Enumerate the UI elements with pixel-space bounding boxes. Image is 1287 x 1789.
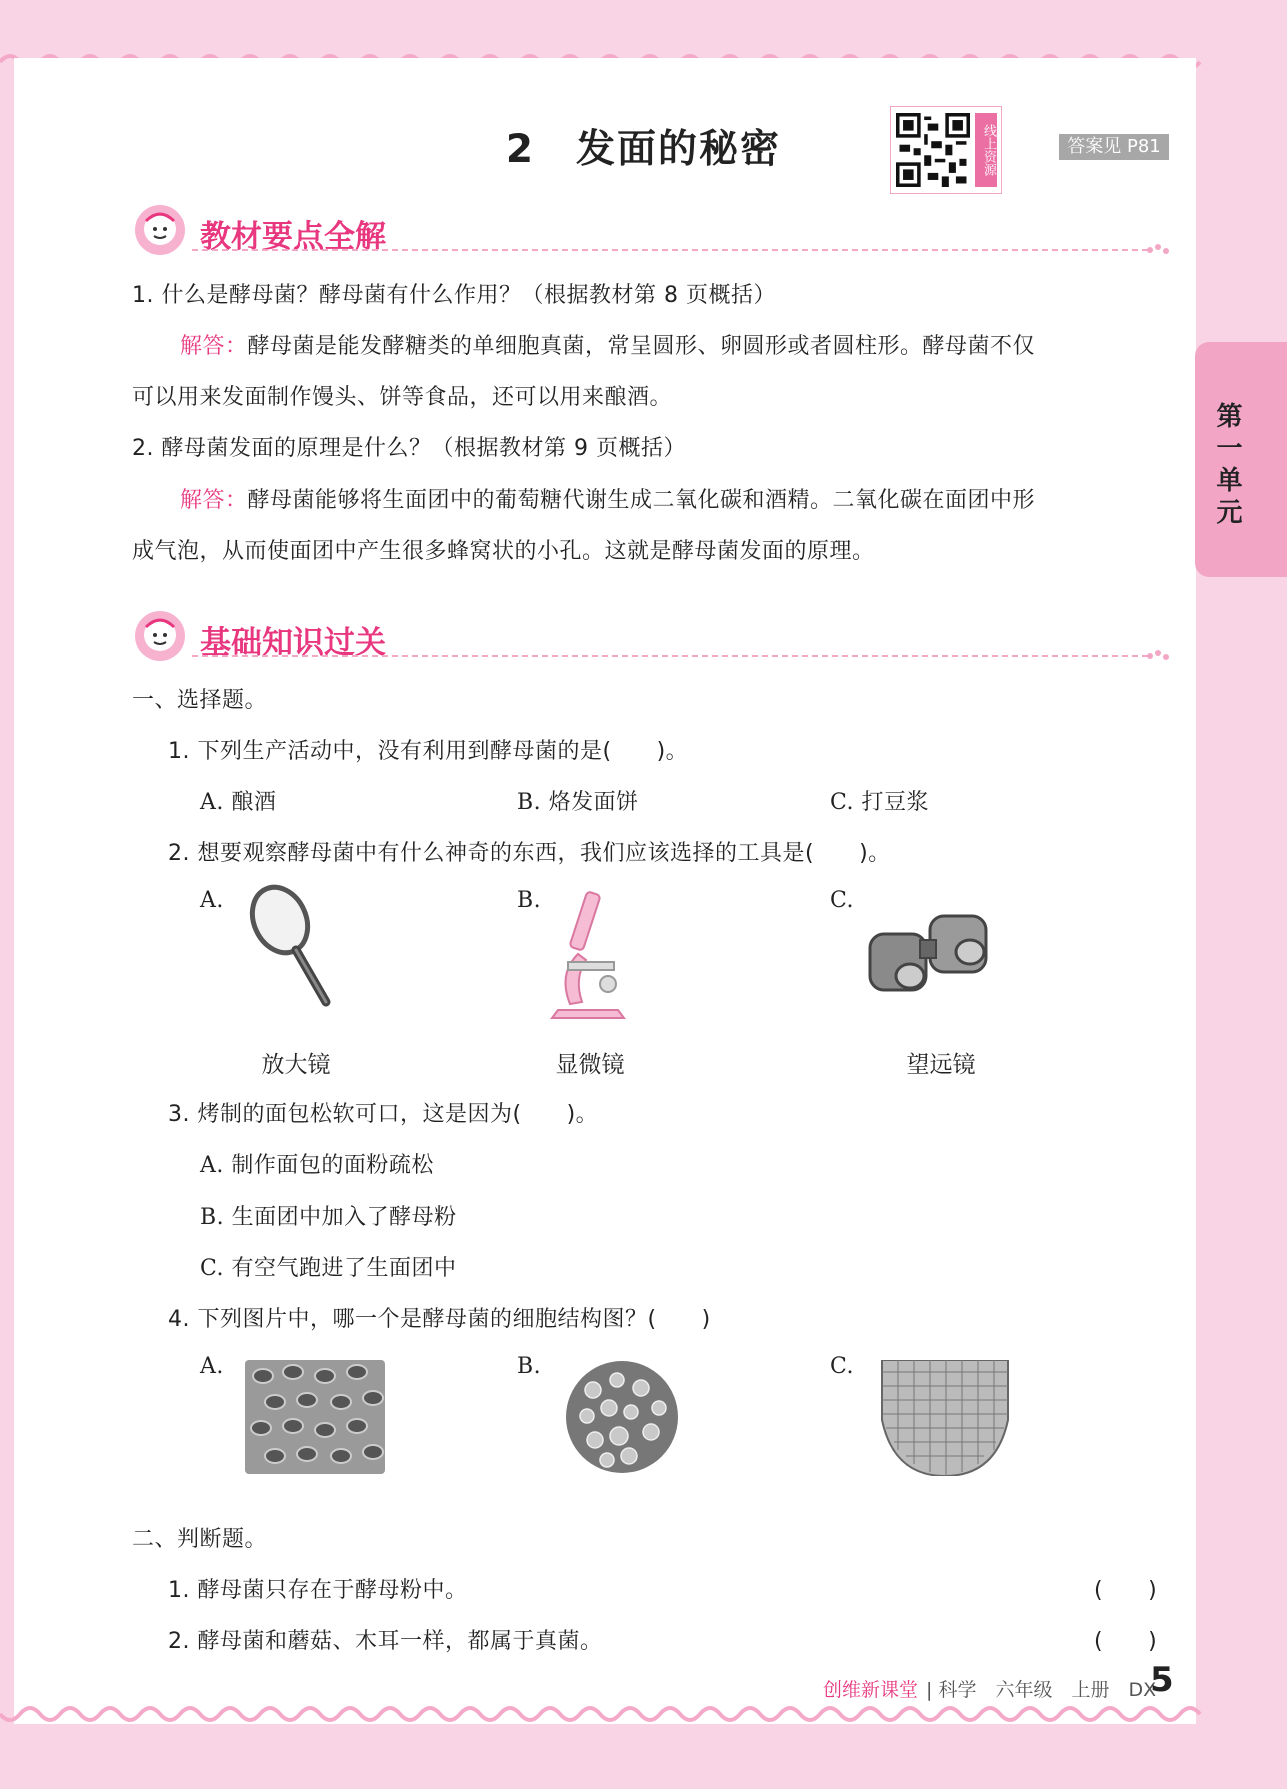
- question-1: 1. 什么是酵母菌？酵母菌有什么作用？（根据教材第 8 页概括）: [132, 283, 776, 308]
- microscope-icon: [548, 884, 634, 1020]
- answer-2-line-2: 成气泡，从而使面团中产生很多蜂窝状的小孔。这就是酵母菌发面的原理。: [132, 539, 875, 564]
- decorative-dots-icon: [1146, 649, 1172, 663]
- section-heading-key-points: [132, 203, 1172, 257]
- option-letter-a[interactable]: A.: [200, 888, 224, 913]
- caption-microscope: 显微镜: [555, 1052, 625, 1078]
- option-letter-b[interactable]: B.: [517, 1354, 542, 1379]
- option-b[interactable]: B. 烙发面饼: [517, 790, 639, 815]
- onion-cells-image: [245, 1360, 385, 1474]
- root-tip-cells-image: [878, 1360, 1012, 1476]
- binoculars-icon: [866, 904, 998, 1000]
- option-c[interactable]: C. 打豆浆: [830, 790, 930, 815]
- question-2: 2. 酵母菌发面的原理是什么？（根据教材第 9 页概括）: [132, 436, 686, 461]
- section-heading-label: 基础知识过关: [200, 625, 386, 661]
- section-divider: [192, 249, 1148, 251]
- answer-1-line-2: 可以用来发面制作馒头、饼等食品，还可以用来酿酒。: [132, 385, 673, 410]
- section-divider: [192, 655, 1148, 657]
- section-heading-basic-knowledge: [132, 609, 1172, 663]
- caption-magnifier: 放大镜: [261, 1052, 331, 1078]
- option-letter-c[interactable]: C.: [830, 1354, 855, 1379]
- qr-tag-label: 线上资源: [975, 113, 997, 187]
- qr-resource[interactable]: [890, 106, 1002, 194]
- judge-question-2: 2. 酵母菌和蘑菇、木耳一样，都属于真菌。: [168, 1629, 603, 1654]
- choice-question-4: 4. 下列图片中，哪一个是酵母菌的细胞结构图？( ): [168, 1307, 711, 1332]
- answer-reference: 答案见 P81: [1059, 134, 1169, 160]
- option-b[interactable]: B. 生面团中加入了酵母粉: [200, 1205, 457, 1230]
- answer-bracket[interactable]: ( ): [1094, 1629, 1158, 1654]
- answer-label: 解答：: [180, 334, 248, 359]
- judge-question-1: 1. 酵母菌只存在于酵母粉中。: [168, 1578, 468, 1603]
- footer-book-info: | 科学 六年级 上册 DX: [926, 1679, 1157, 1701]
- option-a[interactable]: A. 制作面包的面粉疏松: [200, 1153, 434, 1178]
- answer-1-line-1: [180, 329, 1035, 360]
- caption-telescope: 望远镜: [906, 1052, 976, 1078]
- answer-text: 酵母菌能够将生面团中的葡萄糖代谢生成二氧化碳和酒精。二氧化碳在面团中形: [247, 488, 1036, 513]
- option-c[interactable]: C. 有空气跑进了生面团中: [200, 1256, 457, 1281]
- part-title-choice: 一、选择题。: [132, 688, 268, 713]
- page-number: 5: [1150, 1660, 1174, 1700]
- unit-side-tab: [1195, 342, 1287, 577]
- option-letter-b[interactable]: B.: [517, 888, 542, 913]
- part-title-judge: 二、判断题。: [132, 1527, 268, 1552]
- choice-question-3: 3. 烤制的面包松软可口，这是因为( )。: [168, 1102, 599, 1127]
- qr-code-icon: [896, 113, 970, 187]
- decorative-dots-icon: [1146, 243, 1172, 257]
- yeast-cells-image: [565, 1360, 679, 1474]
- answer-text: 酵母菌是能发酵糖类的单细胞真菌，常呈圆形、卵圆形或者圆柱形。酵母菌不仅: [247, 334, 1036, 359]
- page-title: 2 发面的秘密: [505, 127, 782, 172]
- choice-question-1: 1. 下列生产活动中，没有利用到酵母菌的是( )。: [168, 739, 689, 764]
- option-letter-a[interactable]: A.: [200, 1354, 224, 1379]
- choice-question-2: 2. 想要观察酵母菌中有什么神奇的东西，我们应该选择的工具是( )。: [168, 841, 891, 866]
- bottom-wave-border: [0, 1700, 1287, 1740]
- option-a[interactable]: A. 酿酒: [200, 790, 277, 815]
- answer-2-line-1: [180, 483, 1035, 514]
- answer-label: 解答：: [180, 488, 248, 513]
- footer-brand: 创维新课堂: [823, 1679, 919, 1701]
- answer-bracket[interactable]: ( ): [1094, 1578, 1158, 1603]
- option-letter-c[interactable]: C.: [830, 888, 855, 913]
- unit-side-tab-label: 第一单元: [1212, 402, 1242, 530]
- section-heading-label: 教材要点全解: [200, 219, 386, 255]
- mascot-icon: [132, 203, 188, 257]
- mascot-icon: [132, 609, 188, 663]
- magnifier-icon: [240, 884, 340, 1010]
